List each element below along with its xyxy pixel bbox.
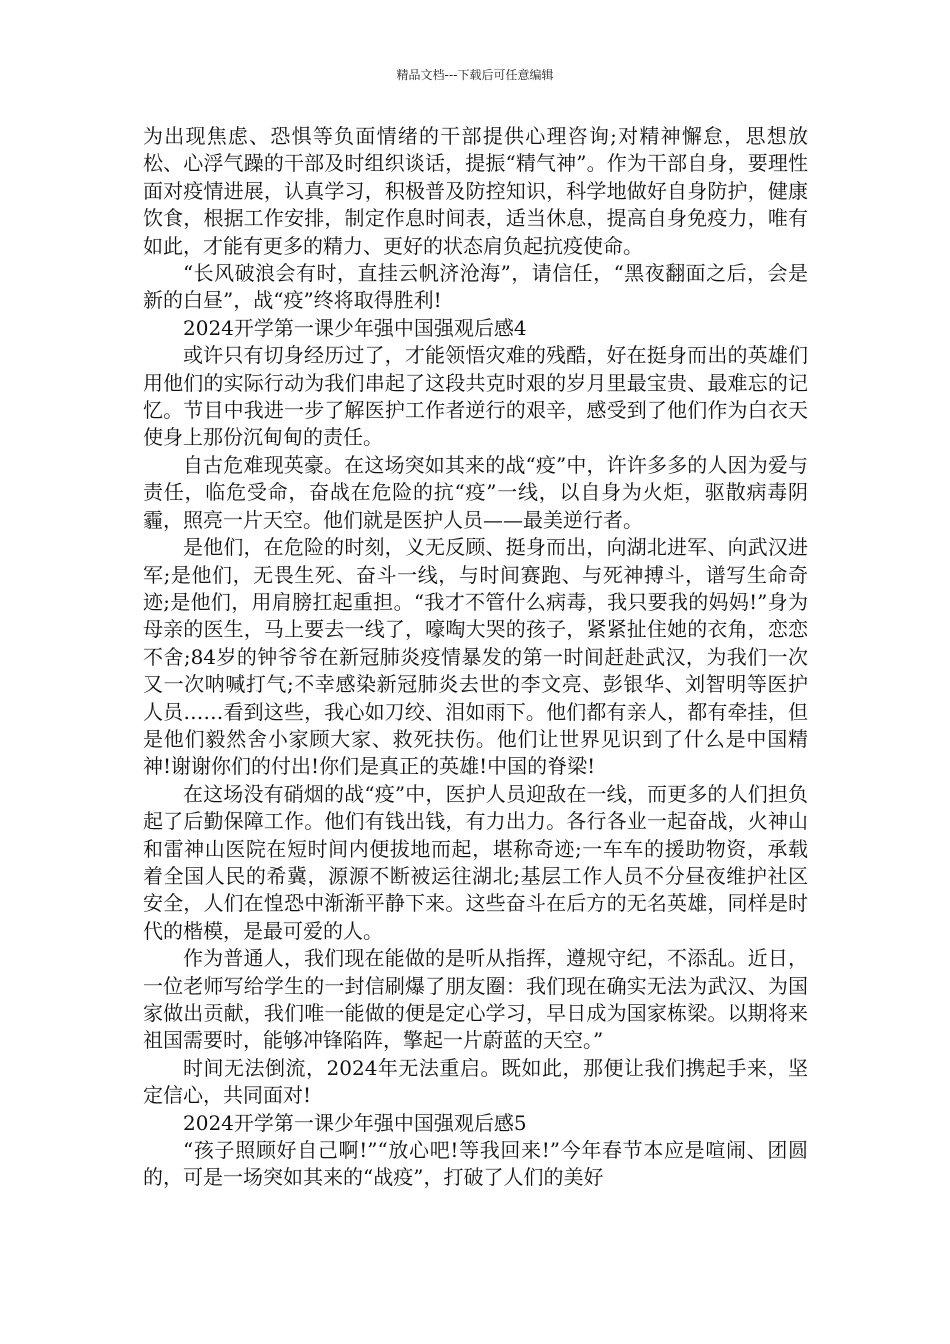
paragraph: 自古危难现英豪。在这场突如其来的战“疫”中，许许多多的人因为爱与责任，临危受命，奋战在危险的抗“疫”一线，以自身为火炬，驱散病毒阴霾，照亮一片天空。他们就是医护人员——最美逆行者。 — [143, 452, 808, 532]
document-body — [143, 123, 808, 1192]
paragraph: 在这场没有硝烟的战“疫”中，医护人员迎敌在一线，而更多的人们担负起了后勤保障工作。他们有钱出钱，有力出力。各行各业一起奋战，火神山和雷神山医院在短时间内便拔地而起，堪称奇迹;一车车的援助物资，承载着全国人民的希冀，源源不断被运往湖北;基层工作人员不分昼夜维护社区安全，人们在惶恐中渐渐平静下来。这些奋斗在后方的无名英雄，同样是时代的楷模，是最可爱的人。 — [143, 781, 808, 943]
paragraph: 是他们，在危险的时刻，义无反顾、挺身而出，向湖北进军、向武汉进军;是他们，无畏生死、奋斗一线，与时间赛跑、与死神搏斗，谱写生命奇迹;是他们，用肩膀扛起重担。“我才不管什么病毒，我只要我的妈妈!”身为母亲的医生，马上要去一线了，嚎啕大哭的孩子，紧紧扯住她的衣角，恋恋不舍;84岁的钟爷爷在新冠肺炎疫情暴发的第一时间赶赴武汉，为我们一次又一次呐喊打气;不幸感染新冠肺炎去世的李文亮、彭银华、刘智明等医护人员……看到这些，我心如刀绞、泪如雨下。他们都有亲人，都有牵挂，但是他们毅然舍小家顾大家、救死扶伤。他们让世界见识到了什么是中国精神!谢谢你们的付出!你们是真正的英雄!中国的脊梁! — [143, 535, 808, 779]
page-header: 精品文档---下载后可任意编辑 — [396, 68, 554, 82]
section-heading: 2024开学第一课少年强中国强观后感5 — [183, 1110, 527, 1135]
paragraph: 或许只有切身经历过了，才能领悟灾难的残酷，好在挺身而出的英雄们用他们的实际行动为我们串起了这段共克时艰的岁月里最宝贵、最难忘的记忆。节目中我进一步了解医护工作者逆行的艰辛，感受到了他们作为白衣天使身上那份沉甸甸的责任。 — [143, 343, 808, 450]
paragraph: “孩子照顾好自己啊!”“放心吧!等我回来!”今年春节本应是喧闹、团圆的，可是一场突如其来的“战疫”，打破了人们的美好 — [143, 1138, 808, 1190]
paragraph: 时间无法倒流，2024年无法重启。既如此，那便让我们携起手来，坚定信心，共同面对! — [143, 1055, 808, 1108]
section-heading: 2024开学第一课少年强中国强观后感4 — [183, 315, 527, 340]
paragraph: 为出现焦虑、恐惧等负面情绪的干部提供心理咨询;对精神懈怠，思想放松、心浮气躁的干部及时组织谈话，提振“精气神”。作为干部自身，要理性面对疫情进展，认真学习，积极普及防控知识，科学地做好自身防护，健康饮食，根据工作安排，制定作息时间表，适当休息，提高自身免疫力，唯有如此，才能有更多的精力、更好的状态肩负起抗疫使命。 — [143, 124, 808, 258]
paragraph: “长风破浪会有时，直挂云帆济沧海”，请信任，“黑夜翻面之后，会是新的白昼”，战“疫”终将取得胜利! — [143, 261, 808, 313]
paragraph: 作为普通人，我们现在能做的是听从指挥，遵规守纪，不添乱。近日，一位老师写给学生的一封信刷爆了朋友圈：我们现在确实无法为武汉、为国家做出贡献，我们唯一能做的便是定心学习，早日成为国家栋梁。以期将来祖国需要时，能够冲锋陷阵，擎起一片蔚蓝的天空。” — [143, 946, 808, 1053]
